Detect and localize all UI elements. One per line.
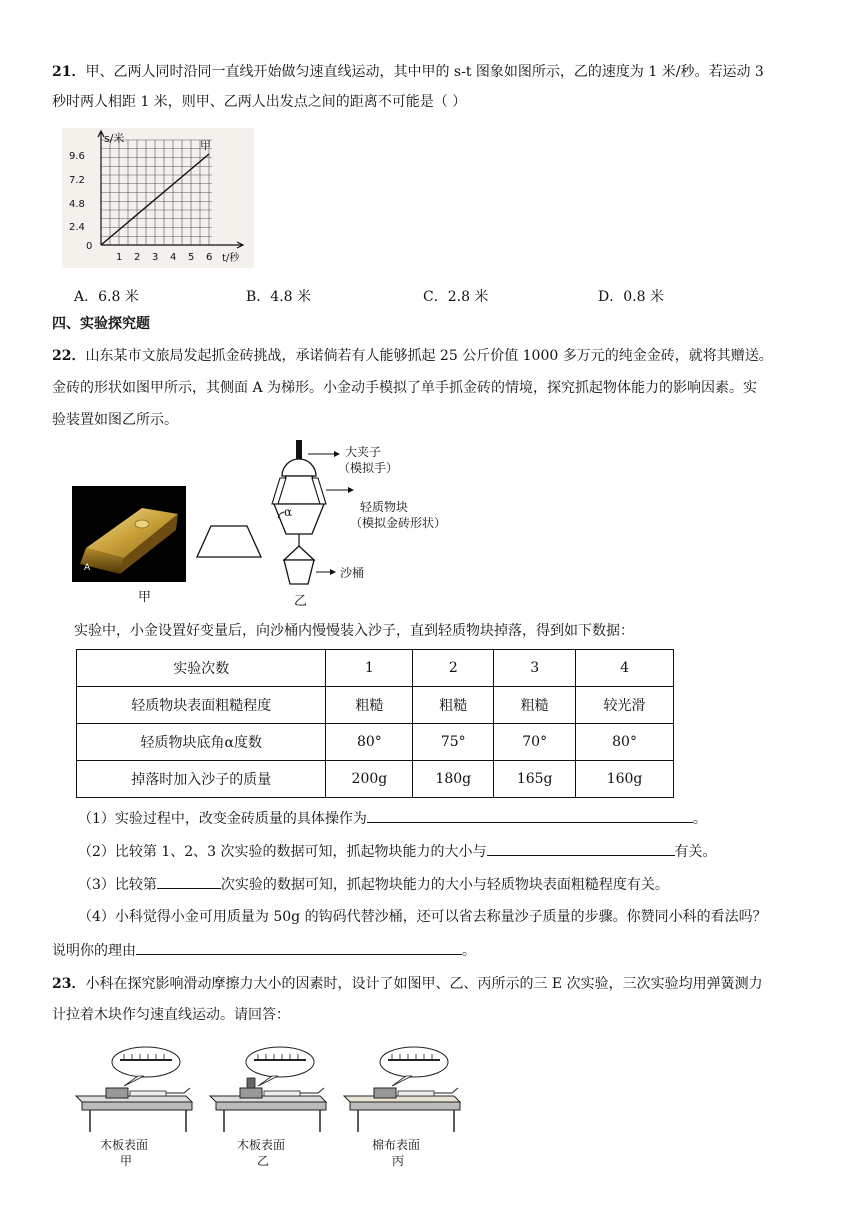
fig-jia-surface: 木板表面 bbox=[100, 1138, 149, 1152]
clamp-note: （模拟手） bbox=[338, 461, 399, 475]
x-tick-2: 2 bbox=[134, 252, 141, 263]
q22-number: 22． bbox=[52, 348, 86, 364]
table-cell: 粗糙 bbox=[413, 687, 494, 724]
answer-blank-2[interactable] bbox=[487, 841, 675, 856]
fig-jia-name: 甲 bbox=[120, 1154, 133, 1168]
sub4-text: 说明你的理由 bbox=[52, 943, 136, 959]
q22-sub2 bbox=[78, 841, 848, 862]
fig-yi-caption: 乙 bbox=[294, 594, 308, 609]
q23-stem-line2: 计拉着木块作匀速直线运动。请回答： bbox=[52, 1007, 290, 1023]
table-row bbox=[77, 687, 674, 724]
table-cell: 掉落时加入沙子的质量 bbox=[77, 761, 326, 798]
q22-text-1: 山东某市文旅局发起抓金砖挑战，承诺倘若有人能够抓起 25 公斤价值 1000 多万元的纯金金砖，就将其赠送。 bbox=[85, 348, 773, 364]
q21-option-c[interactable]: C．2.8 米 bbox=[423, 289, 489, 305]
table-cell: 4 bbox=[576, 650, 674, 687]
sub1-text: （1）实验过程中，改变金砖质量的具体操作为 bbox=[78, 811, 367, 827]
table-cell: 70° bbox=[494, 724, 576, 761]
bucket-label: 沙桶 bbox=[340, 566, 365, 580]
q22-sub3 bbox=[78, 874, 848, 895]
sub3-text: （3）比较第 bbox=[78, 877, 157, 893]
experiment-table bbox=[76, 649, 674, 798]
table-cell: 165g bbox=[494, 761, 576, 798]
answer-blank-3[interactable] bbox=[157, 874, 221, 889]
y-axis-label: s/米 bbox=[104, 132, 125, 145]
answer-blank-1[interactable] bbox=[367, 808, 693, 823]
clamp-label: 大夹子 bbox=[345, 445, 382, 459]
sub2-text: （2）比较第 1、2、3 次实验的数据可知，抓起物块能力的大小与 bbox=[78, 844, 487, 860]
q23-text-1: 小科在探究影响滑动摩擦力大小的因素时，设计了如图甲、乙、丙所示的三 E 次实验，三次实验均用弹簧测力 bbox=[85, 976, 763, 992]
table-cell: 轻质物块表面粗糙程度 bbox=[77, 687, 326, 724]
table-cell: 粗糙 bbox=[494, 687, 576, 724]
q21-st-graph bbox=[62, 128, 254, 268]
q23-number: 23． bbox=[52, 976, 86, 992]
table-row bbox=[77, 761, 674, 798]
q21-option-a[interactable]: A．6.8 米 bbox=[74, 289, 139, 305]
fig-yi-surface: 木板表面 bbox=[237, 1138, 286, 1152]
angle-alpha-label: α bbox=[284, 505, 293, 519]
sub1-end: 。 bbox=[692, 811, 707, 827]
block-note: （模拟金砖形状） bbox=[350, 516, 447, 530]
y-tick-4-8: 4.8 bbox=[69, 199, 85, 210]
setup-yi bbox=[210, 1047, 326, 1132]
q21-option-b[interactable]: B．4.8 米 bbox=[246, 289, 312, 305]
fig-bing-surface: 棉布表面 bbox=[372, 1138, 421, 1152]
brick-side-marker: A bbox=[84, 563, 91, 573]
line-label-jia: 甲 bbox=[200, 139, 211, 152]
x-tick-4: 4 bbox=[170, 252, 177, 263]
table-cell: 轻质物块底角α度数 bbox=[77, 724, 326, 761]
q21-text-1: 甲、乙两人同时沿同一直线开始做匀速直线运动，其中甲的 s-t 图象如图所示，乙的速度为 1 米/秒。若运动 3 bbox=[85, 64, 764, 80]
x-axis-label: t/秒 bbox=[222, 253, 240, 264]
table-cell: 实验次数 bbox=[77, 650, 326, 687]
table-cell: 200g bbox=[326, 761, 413, 798]
friction-experiments-figure bbox=[68, 1040, 472, 1136]
x-tick-3: 3 bbox=[152, 252, 159, 263]
x-tick-1: 1 bbox=[116, 252, 123, 263]
table-cell: 1 bbox=[326, 650, 413, 687]
q21-stem-line2: 秒时两人相距 1 米，则甲、乙两人出发点之间的距离不可能是（ ） bbox=[52, 94, 467, 110]
q22-stem-line3: 验装置如图乙所示。 bbox=[52, 412, 178, 428]
gold-brick-image bbox=[72, 486, 186, 582]
y-tick-2-4: 2.4 bbox=[69, 222, 85, 233]
fig-yi-name: 乙 bbox=[257, 1154, 270, 1168]
table-cell: 75° bbox=[413, 724, 494, 761]
fig-bing-name: 丙 bbox=[392, 1154, 405, 1168]
table-cell: 160g bbox=[576, 761, 674, 798]
table-cell: 80° bbox=[576, 724, 674, 761]
table-cell: 3 bbox=[494, 650, 576, 687]
x-tick-6: 6 bbox=[206, 252, 213, 263]
y-tick-9-6: 9.6 bbox=[69, 151, 85, 162]
section-title: 四、实验探究题 bbox=[52, 316, 150, 332]
setup-jia bbox=[76, 1047, 192, 1132]
q21-stem-line1 bbox=[52, 62, 822, 82]
origin-label: 0 bbox=[86, 241, 93, 252]
fig-jia-caption: 甲 bbox=[138, 590, 152, 605]
setup-bing bbox=[344, 1047, 460, 1132]
table-cell: 80° bbox=[326, 724, 413, 761]
q23-stem-line1 bbox=[52, 974, 822, 994]
trapezoid-diagram bbox=[195, 524, 263, 560]
q22-sub4-line2 bbox=[52, 940, 822, 961]
st-graph-svg bbox=[62, 128, 254, 268]
q22-sub1 bbox=[78, 808, 848, 829]
table-cell: 粗糙 bbox=[326, 687, 413, 724]
q22-sub4-line1: （4）小科觉得小金可用质量为 50g 的钩码代替沙桶，还可以省去称量沙子质量的步骤。你赞同小科的看法吗？ bbox=[78, 909, 767, 925]
x-tick-5: 5 bbox=[188, 252, 195, 263]
sub4-end: 。 bbox=[462, 943, 476, 959]
sub3-end: 次实验的数据可知，抓起物块能力的大小与轻质物块表面粗糙程度有关。 bbox=[220, 877, 669, 893]
q22-intro: 实验中，小金设置好变量后，向沙桶内慢慢装入沙子，直到轻质物块掉落，得到如下数据： bbox=[74, 623, 634, 639]
answer-blank-4[interactable] bbox=[136, 940, 462, 955]
table-row bbox=[77, 650, 674, 687]
block-label: 轻质物块 bbox=[360, 500, 409, 514]
table-cell: 2 bbox=[413, 650, 494, 687]
sub2-end: 有关。 bbox=[674, 844, 717, 860]
table-row bbox=[77, 724, 674, 761]
table-cell: 较光滑 bbox=[576, 687, 674, 724]
q22-stem-line2: 金砖的形状如图甲所示，其侧面 A 为梯形。小金动手模拟了单手抓金砖的情境，探究抓起物体能力的影响因素。实 bbox=[52, 380, 758, 396]
table-cell: 180g bbox=[413, 761, 494, 798]
q21-option-d[interactable]: D．0.8 米 bbox=[598, 289, 664, 305]
q22-stem-line1 bbox=[52, 346, 822, 366]
y-tick-7-2: 7.2 bbox=[69, 175, 85, 186]
q21-number: 21． bbox=[52, 64, 86, 80]
gold-brick-photo bbox=[72, 486, 186, 582]
